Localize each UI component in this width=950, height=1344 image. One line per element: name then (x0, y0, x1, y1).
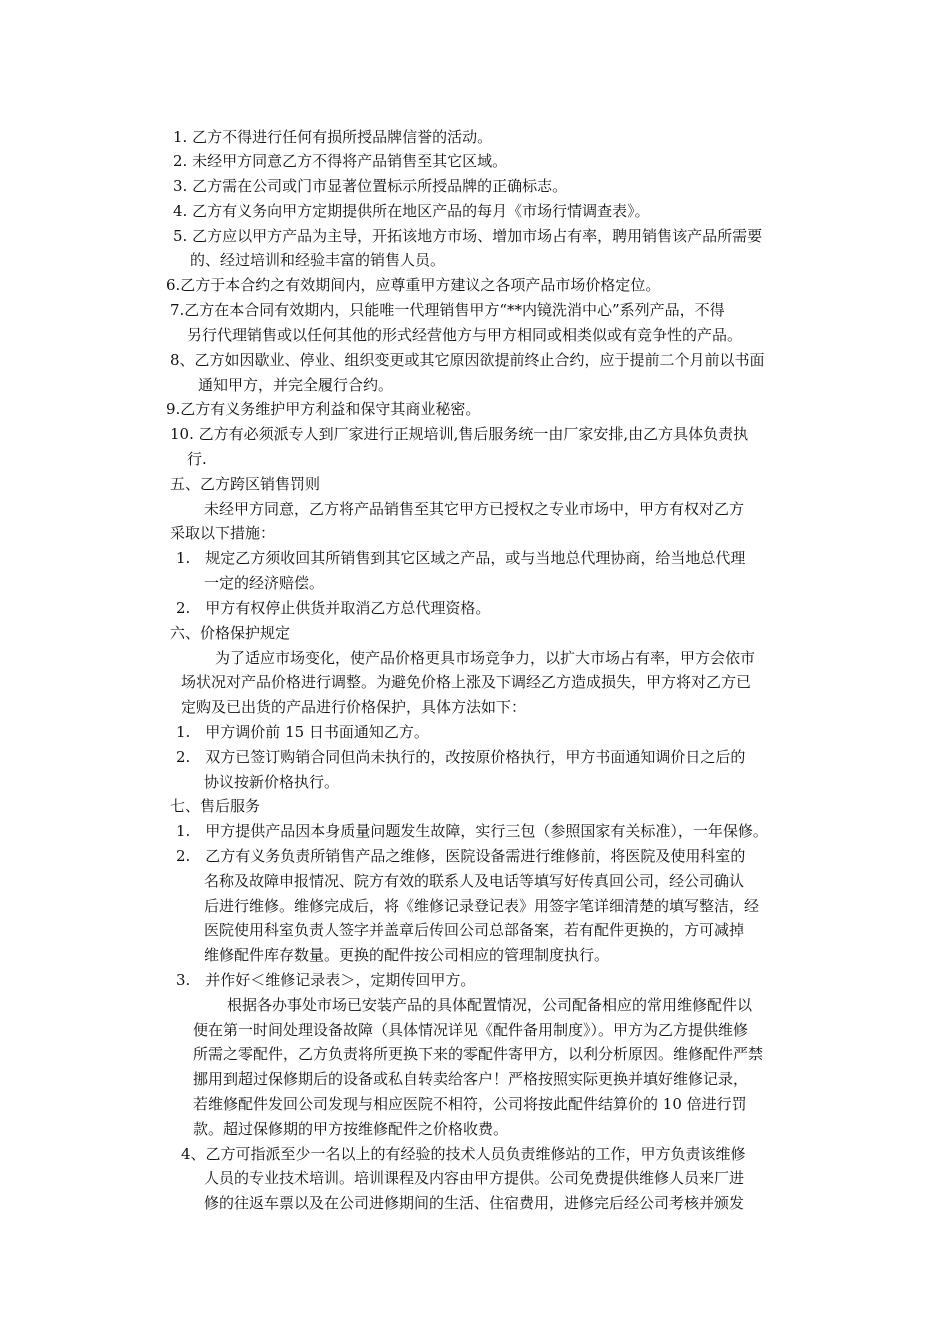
clause-4: 4. 乙方有义务向甲方定期提供所在地区产品的每月《市场行情调查表》。 (173, 202, 650, 220)
section-6-item-1: 1. 甲方调价前 15 日书面通知乙方。 (176, 723, 429, 741)
section-7-item-4-cont-1: 人员的专业技术培训。培训课程及内容由甲方提供。公司免费提供维修人员来厂进 (204, 1169, 745, 1187)
section-7-heading: 七、售后服务 (170, 797, 261, 815)
section-6-para-cont-2: 定购及已出货的产品进行价格保护，具体方法如下： (181, 698, 527, 716)
clause-5-cont: 的、经过培训和经验丰富的销售人员。 (190, 251, 446, 269)
section-7-para-cont-5: 款。超过保修期的甲方按维修配件之价格收费。 (193, 1120, 509, 1138)
section-5-heading: 五、乙方跨区销售罚则 (170, 475, 321, 493)
clause-8: 8、乙方如因歇业、停业、组织变更或其它原因欲提前终止合约，应于提前二个月前以书面 (170, 351, 765, 369)
section-7-para-cont-1: 便在第一时间处理设备故障（具体情况详见《配件备用制度》）。甲方为乙方提供维修 (193, 1021, 749, 1039)
section-7-item-2-cont-1: 名称及故障申报情况、院方有效的联系人及电话等填写好传真回公司，经公司确认 (204, 872, 745, 890)
section-5-para-cont: 采取以下措施： (170, 524, 276, 542)
clause-1: 1. 乙方不得进行任何有损所授品牌信誉的活动。 (173, 128, 493, 146)
section-7-item-1: 1. 甲方提供产品因本身质量问题发生故障，实行三包（参照国家有关标准），一年保修。 (176, 822, 768, 840)
clause-10-cont: 行. (187, 450, 207, 468)
section-7-item-3: 3. 并作好＜维修记录表＞，定期传回甲方。 (176, 971, 476, 989)
section-7-para: 根据各办事处市场已安装产品的具体配置情况，公司配备相应的常用维修配件以 (227, 996, 753, 1014)
section-7-item-4-cont-2: 修的往返车票以及在公司进修期间的生活、住宿费用，进修完后经公司考核并颁发 (204, 1194, 745, 1212)
section-7-para-cont-4: 若维修配件发回公司发现与相应医院不相符，公司将按此配件结算价的 10 倍进行罚 (193, 1095, 747, 1113)
section-5-para: 未经甲方同意，乙方将产品销售至其它甲方已授权之专业市场中，甲方有权对乙方 (204, 500, 745, 518)
section-7-item-4: 4、乙方可指派至少一名以上的有经验的技术人员负责维修站的工作，甲方负责该维修 (181, 1145, 746, 1163)
section-7-item-2-cont-2: 后进行维修。维修完成后，将《维修记录登记表》用签字笔详细清楚的填写整洁，经 (204, 897, 760, 915)
clause-9: 9.乙方有义务维护甲方利益和保守其商业秘密。 (166, 400, 481, 418)
clause-7: 7.乙方在本合同有效期内，只能唯一代理销售甲方“**内镜洗消中心”系列产品，不得 (170, 301, 725, 319)
section-7-item-2-cont-3: 医院使用科室负责人签字并盖章后传回公司总部备案，若有配件更换的，方可减掉 (204, 921, 745, 939)
section-6-para: 为了适应市场变化，使产品价格更具市场竞争力，以扩大市场占有率，甲方会依市 (215, 649, 756, 667)
clause-10: 10. 乙方有必须派专人到厂家进行正规培训,售后服务统一由厂家安排,由乙方具体负责执 (170, 425, 749, 443)
section-6-item-2-cont: 协议按新价格执行。 (204, 773, 340, 791)
section-7-para-cont-2: 所需之零配件，乙方负责将所更换下来的零配件寄甲方，以利分析原因。维修配件严禁 (193, 1045, 764, 1063)
section-7-item-2-cont-4: 维修配件库存数量。更换的配件按公司相应的管理制度执行。 (204, 946, 610, 964)
section-5-item-2: 2. 甲方有权停止供货并取消乙方总代理资格。 (176, 599, 491, 617)
clause-3: 3. 乙方需在公司或门市显著位置标示所授品牌的正确标志。 (173, 177, 568, 195)
section-6-para-cont-1: 场状况对产品价格进行调整。为避免价格上涨及下调经乙方造成损失，甲方将对乙方已 (181, 673, 752, 691)
clause-2: 2. 未经甲方同意乙方不得将产品销售至其它区域。 (173, 152, 508, 170)
clause-6: 6.乙方于本合约之有效期间内，应尊重甲方建议之各项产品市场价格定位。 (166, 276, 661, 294)
section-7-item-2: 2. 乙方有义务负责所销售产品之维修，医院设备需进行维修前，将医院及使用科室的 (176, 847, 746, 865)
section-7-para-cont-3: 挪用到超过保修期后的设备或私自转卖给客户！严格按照实际更换并填好维修记录， (193, 1070, 749, 1088)
section-6-item-2: 2. 双方已签订购销合同但尚未执行的，改按原价格执行，甲方书面通知调价日之后的 (176, 748, 746, 766)
clause-5: 5. 乙方应以甲方产品为主导，开拓该地方市场、增加市场占有率，聘用销售该产品所需要 (173, 227, 763, 245)
clause-8-cont: 通知甲方，并完全履行合约。 (198, 376, 394, 394)
section-5-item-1: 1. 规定乙方须收回其所销售到其它区域之产品，或与当地总代理协商，给当地总代理 (176, 549, 746, 567)
clause-7-cont: 另行代理销售或以任何其他的形式经营他方与甲方相同或相类似或有竞争性的产品。 (187, 326, 743, 344)
section-6-heading: 六、价格保护规定 (170, 624, 291, 642)
section-5-item-1-cont: 一定的经济赔偿。 (204, 574, 325, 592)
